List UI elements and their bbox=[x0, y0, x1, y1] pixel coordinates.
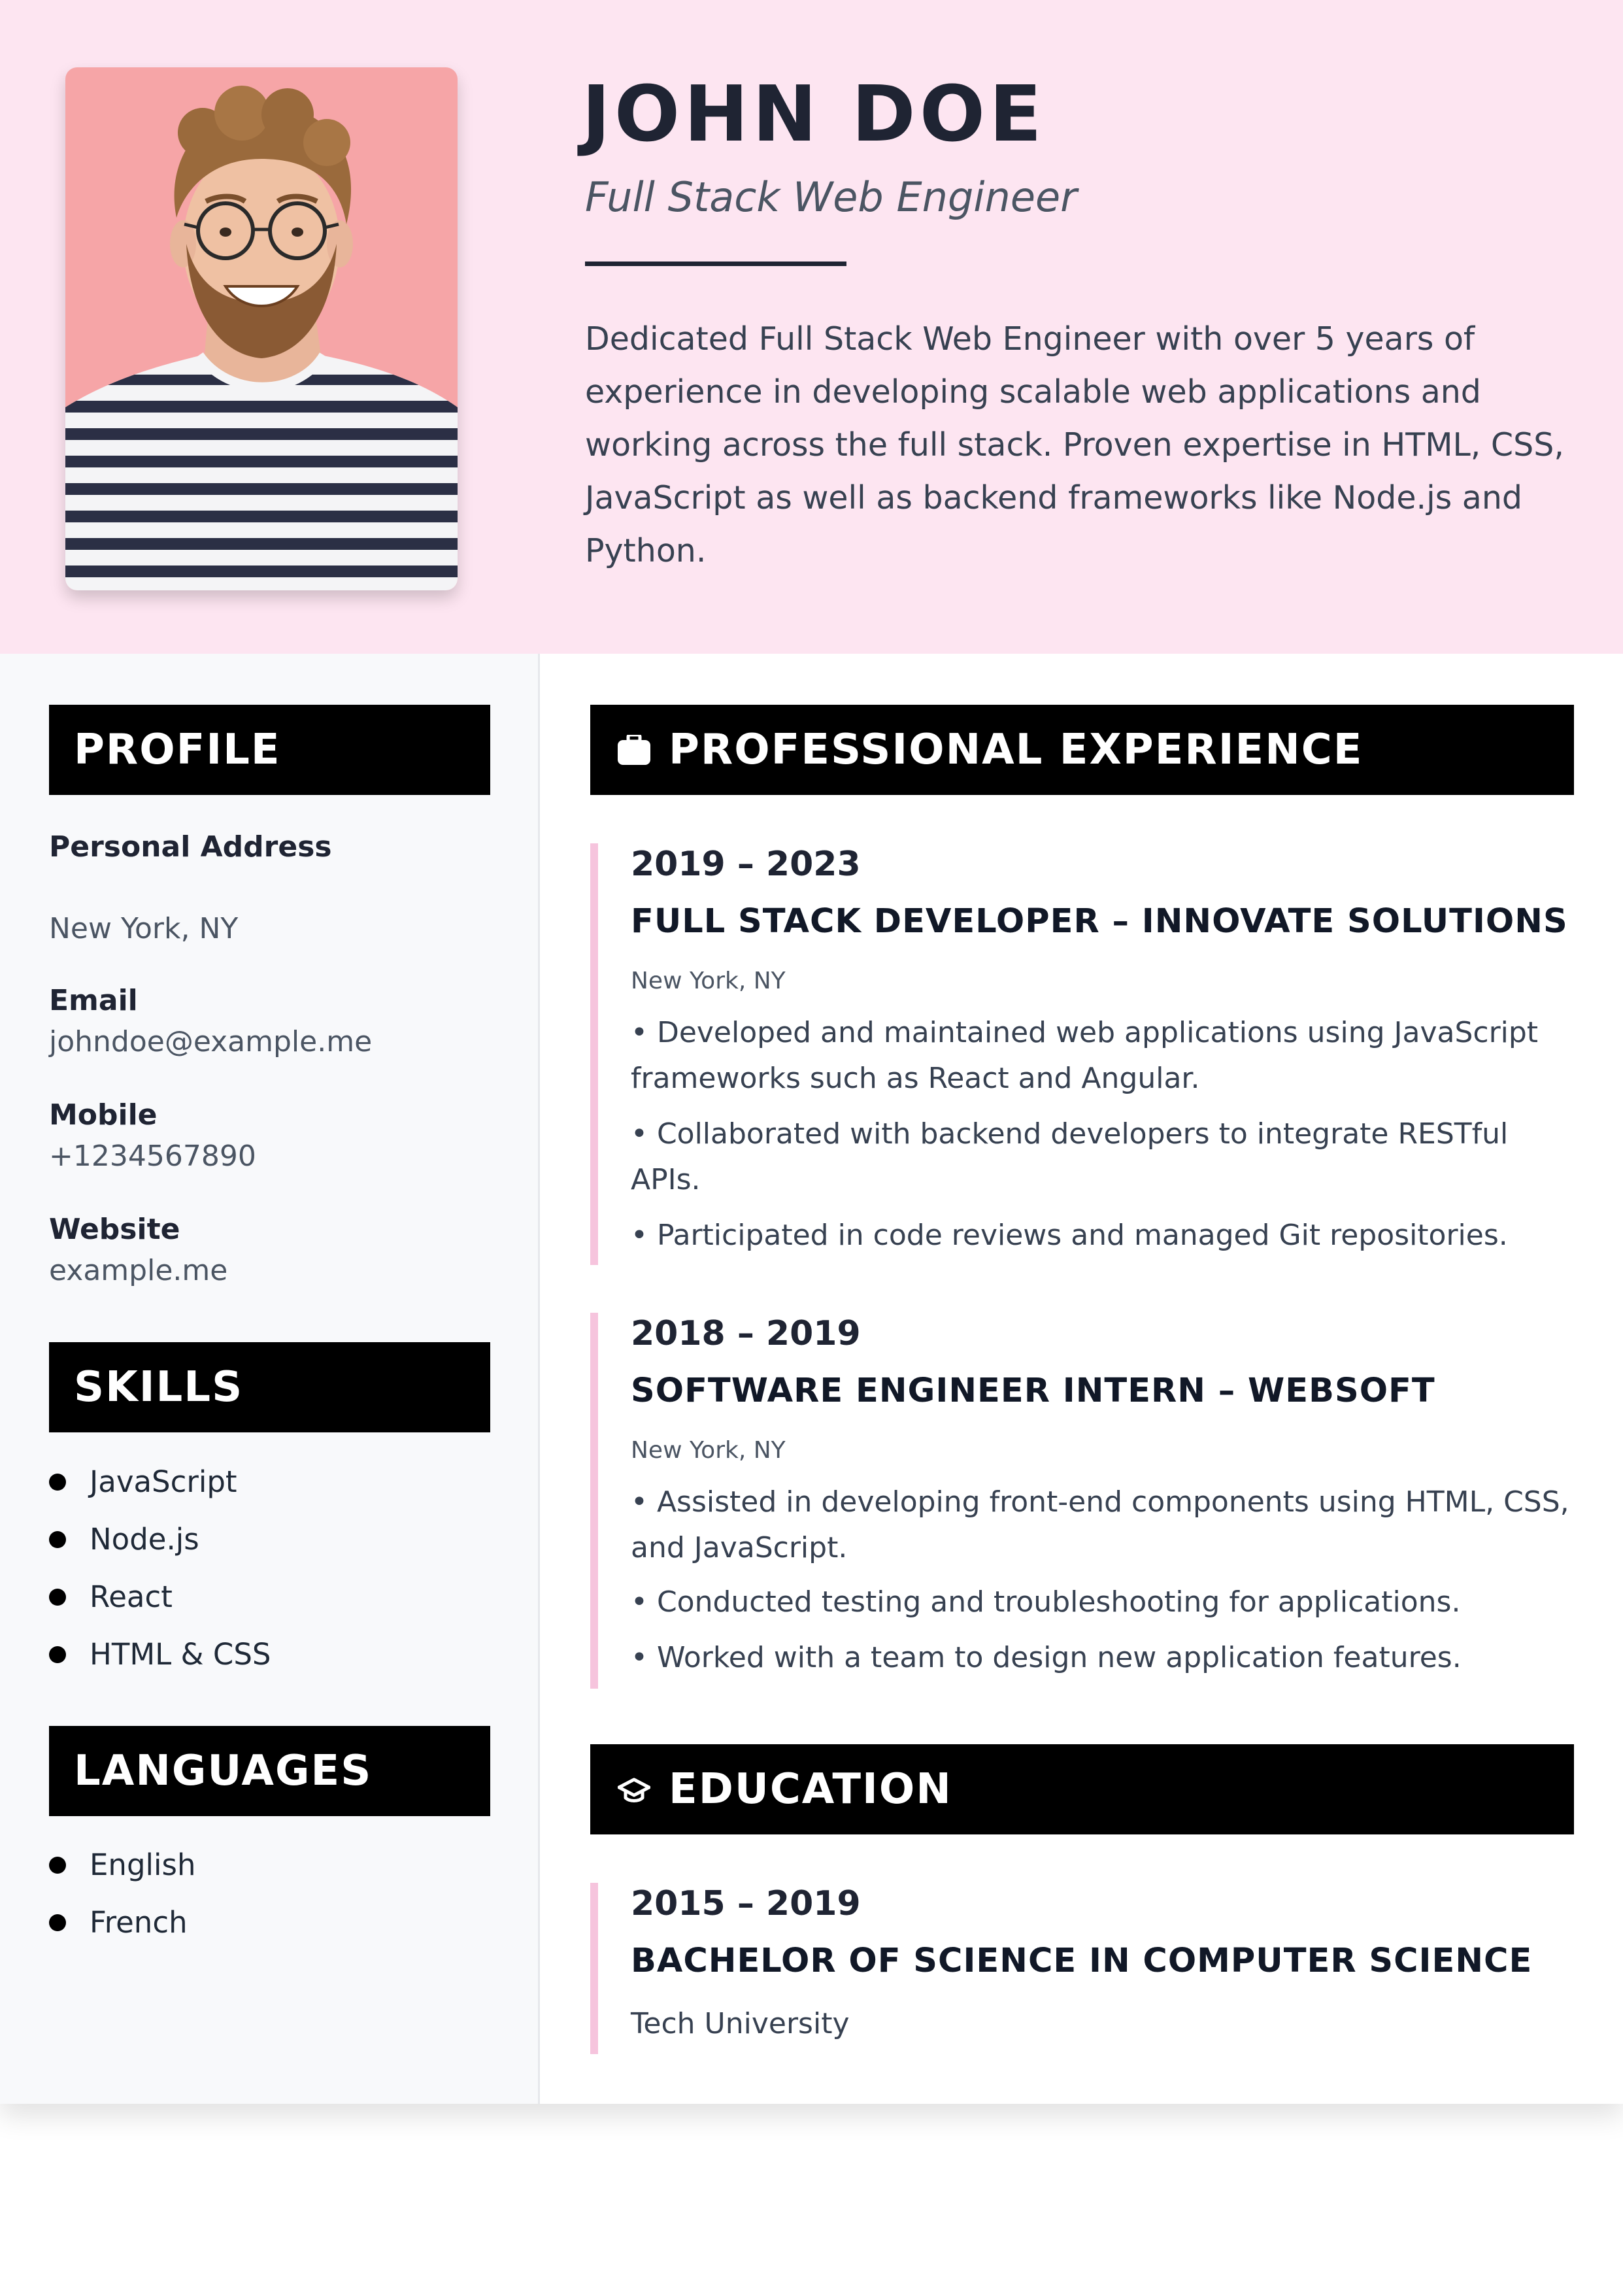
bullet-dot bbox=[49, 1857, 66, 1874]
job-bullet: • Collaborated with backend developers to integrate RESTful APIs. bbox=[631, 1117, 1509, 1196]
job-role: SOFTWARE ENGINEER INTERN – WEBSOFT bbox=[631, 1372, 1435, 1410]
education-degree: BACHELOR OF SCIENCE IN COMPUTER SCIENCE bbox=[631, 1942, 1533, 1980]
skill-item bbox=[49, 1579, 173, 1614]
website-label: Website bbox=[49, 1213, 180, 1246]
job-period: 2019 – 2023 bbox=[631, 845, 861, 884]
job-bullet: • Conducted testing and troubleshooting for applications. bbox=[631, 1585, 1461, 1619]
experience-entry bbox=[590, 1313, 1584, 1689]
job-bullet: • Developed and maintained web applications using JavaScript frameworks such as React and Angular. bbox=[631, 1016, 1539, 1095]
email-value[interactable]: johndoe@example.me bbox=[49, 1025, 373, 1058]
job-bullet: • Participated in code reviews and managed Git repositories. bbox=[631, 1219, 1508, 1252]
bullet-dot bbox=[49, 1914, 66, 1931]
job-role: FULL STACK DEVELOPER – INNOVATE SOLUTIONS bbox=[631, 902, 1568, 941]
skill-label: React bbox=[90, 1579, 173, 1614]
skill-item bbox=[49, 1637, 271, 1672]
candidate-name: JOHN DOE bbox=[582, 69, 1046, 159]
profile-summary: Dedicated Full Stack Web Engineer with over 5 years of experience in developing scalable web applications and working across the full stack. Proven expertise in HTML, CSS, JavaScript as well as backend frameworks like Node.js and Python. bbox=[585, 320, 1564, 569]
address-value: New York, NY bbox=[49, 912, 239, 945]
candidate-title: Full Stack Web Engineer bbox=[585, 173, 1077, 221]
mobile-label: Mobile bbox=[49, 1098, 158, 1132]
languages-heading: LANGUAGES bbox=[49, 1726, 490, 1816]
skill-label: JavaScript bbox=[90, 1464, 237, 1499]
graduation-cap-icon bbox=[618, 1774, 650, 1804]
bullet-dot bbox=[49, 1531, 66, 1548]
language-label: English bbox=[90, 1848, 196, 1882]
skill-label: Node.js bbox=[90, 1522, 199, 1557]
experience-entry bbox=[590, 843, 1584, 1265]
address-label: Personal Address bbox=[49, 830, 332, 864]
experience-heading-label: PROFESSIONAL EXPERIENCE bbox=[669, 726, 1364, 774]
bullet-dot bbox=[49, 1646, 66, 1663]
education-heading-label: EDUCATION bbox=[669, 1765, 952, 1814]
email-label: Email bbox=[49, 984, 138, 1017]
job-location: New York, NY bbox=[631, 968, 786, 994]
website-value[interactable]: example.me bbox=[49, 1254, 228, 1287]
education-entry bbox=[590, 1883, 1584, 2054]
job-period: 2018 – 2019 bbox=[631, 1314, 861, 1353]
language-item bbox=[49, 1905, 188, 1940]
resume-header bbox=[0, 0, 1623, 654]
entry-accent-rule bbox=[590, 843, 598, 1265]
education-period: 2015 – 2019 bbox=[631, 1884, 861, 1923]
entry-accent-rule bbox=[590, 1313, 598, 1689]
entry-accent-rule bbox=[590, 1883, 598, 2054]
bullet-dot bbox=[49, 1474, 66, 1491]
language-item bbox=[49, 1848, 196, 1882]
mobile-value: +1234567890 bbox=[49, 1140, 256, 1173]
education-heading bbox=[590, 1744, 1574, 1834]
skill-label: HTML & CSS bbox=[90, 1637, 271, 1672]
briefcase-icon bbox=[618, 735, 650, 765]
experience-heading bbox=[590, 705, 1574, 795]
job-bullet: • Assisted in developing front-end components using HTML, CSS, and JavaScript. bbox=[631, 1485, 1569, 1564]
skill-item bbox=[49, 1522, 199, 1557]
profile-heading: PROFILE bbox=[49, 705, 490, 795]
profile-photo bbox=[65, 67, 458, 590]
job-bullet: • Worked with a team to design new application features. bbox=[631, 1641, 1462, 1674]
sidebar bbox=[0, 654, 540, 2104]
skill-item bbox=[49, 1464, 237, 1499]
education-school: Tech University bbox=[631, 2007, 850, 2040]
language-label: French bbox=[90, 1905, 188, 1940]
bullet-dot bbox=[49, 1589, 66, 1606]
title-divider bbox=[585, 262, 846, 266]
skills-heading: SKILLS bbox=[49, 1342, 490, 1432]
job-location: New York, NY bbox=[631, 1437, 786, 1464]
